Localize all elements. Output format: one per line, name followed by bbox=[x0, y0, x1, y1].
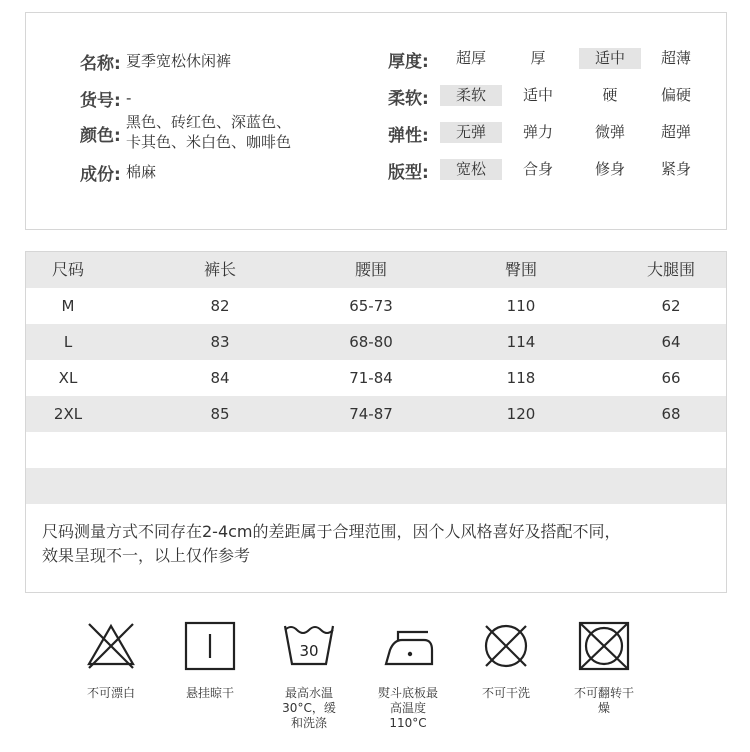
code-label: 货号: bbox=[80, 91, 121, 111]
care-text: 燥 bbox=[597, 701, 610, 715]
fit-option-selected: 宽松 bbox=[440, 159, 502, 180]
care-text: 不可翻转干 bbox=[573, 686, 634, 700]
softness-option: 硬 bbox=[602, 86, 618, 104]
care-no-tumble-dry bbox=[559, 620, 649, 716]
cell-pants-length: 84 bbox=[210, 369, 230, 387]
wash-temp-label: 30 bbox=[299, 642, 319, 660]
elasticity-option: 弹力 bbox=[522, 123, 553, 141]
color-label: 颜色: bbox=[80, 126, 121, 146]
elasticity-option-selected: 无弹 bbox=[440, 122, 502, 143]
size-table-panel bbox=[25, 251, 727, 593]
cell-pants-length: 82 bbox=[210, 297, 230, 315]
color-value-line1: 黑色、砖红色、深蓝色、 bbox=[126, 113, 292, 131]
softness-option: 偏硬 bbox=[660, 86, 691, 104]
care-hang-dry bbox=[165, 620, 255, 701]
thickness-option: 厚 bbox=[530, 49, 546, 67]
care-text: 最高水温 bbox=[284, 686, 333, 700]
iron-low-icon bbox=[380, 620, 436, 672]
cell-thigh: 64 bbox=[661, 333, 681, 351]
table-row bbox=[26, 360, 727, 396]
care-iron bbox=[363, 620, 453, 731]
cell-size: M bbox=[61, 297, 75, 315]
size-note-line2: 效果呈现不一，以上仅作参考 bbox=[42, 546, 251, 565]
no-dry-clean-icon bbox=[478, 620, 534, 672]
size-note-line1: 尺码测量方式不同存在2-4cm的差距属于合理范围，因个人风格喜好及搭配不同， bbox=[42, 522, 621, 541]
wash-30-icon bbox=[281, 620, 337, 672]
fit-option: 修身 bbox=[594, 160, 625, 178]
care-text-lines bbox=[559, 686, 649, 716]
cell-size: XL bbox=[58, 369, 78, 387]
care-text-lines bbox=[264, 686, 354, 731]
cell-hip: 118 bbox=[506, 369, 536, 387]
elasticity-option: 超弹 bbox=[660, 123, 691, 141]
header-waist: 腰围 bbox=[354, 260, 387, 279]
table-row bbox=[26, 288, 727, 324]
fit-option: 紧身 bbox=[660, 160, 691, 178]
softness-label: 柔软: bbox=[388, 89, 429, 109]
fit-label: 版型: bbox=[388, 163, 429, 183]
no-bleach-icon bbox=[83, 620, 139, 672]
elasticity-option: 微弹 bbox=[594, 123, 625, 141]
softness-option-selected: 柔软 bbox=[440, 85, 502, 106]
care-text: 30°C，缓 bbox=[282, 701, 336, 715]
table-row bbox=[26, 396, 727, 432]
cell-hip: 114 bbox=[506, 333, 536, 351]
product-info-panel bbox=[25, 12, 727, 230]
thickness-option: 超厚 bbox=[455, 49, 486, 67]
care-text: 高温度 bbox=[389, 701, 426, 715]
care-text: 和洗涤 bbox=[290, 716, 327, 730]
cell-size: 2XL bbox=[53, 405, 83, 423]
care-text-lines bbox=[66, 686, 156, 701]
softness-option: 适中 bbox=[522, 86, 553, 104]
care-text: 悬挂晾干 bbox=[185, 686, 234, 700]
size-note bbox=[42, 520, 712, 568]
cell-thigh: 66 bbox=[661, 369, 681, 387]
care-no-bleach bbox=[66, 620, 156, 701]
cell-waist: 71-84 bbox=[349, 369, 393, 387]
cell-thigh: 62 bbox=[661, 297, 681, 315]
cell-hip: 110 bbox=[506, 297, 536, 315]
cell-thigh: 68 bbox=[661, 405, 681, 423]
header-thigh: 大腿围 bbox=[646, 260, 695, 279]
cell-waist: 74-87 bbox=[349, 405, 393, 423]
table-header-row bbox=[26, 252, 727, 288]
table-row bbox=[26, 324, 727, 360]
care-wash-30 bbox=[264, 620, 354, 731]
header-hip: 臀围 bbox=[504, 260, 537, 279]
care-text: 熨斗底板最 bbox=[377, 686, 438, 700]
header-size: 尺码 bbox=[51, 260, 84, 279]
cell-size: L bbox=[63, 333, 73, 351]
care-text: 不可干洗 bbox=[481, 686, 530, 700]
care-text: 不可漂白 bbox=[86, 686, 135, 700]
code-value: - bbox=[126, 89, 132, 107]
cell-pants-length: 83 bbox=[210, 333, 230, 351]
elasticity-label: 弹性: bbox=[388, 126, 429, 146]
header-pants-length: 裤长 bbox=[203, 260, 236, 279]
fit-option: 合身 bbox=[522, 160, 553, 178]
name-value: 夏季宽松休闲裤 bbox=[126, 52, 232, 70]
care-text-lines bbox=[165, 686, 255, 701]
cell-pants-length: 85 bbox=[210, 405, 230, 423]
care-text: 110°C bbox=[389, 716, 427, 730]
material-label: 成份: bbox=[80, 165, 121, 185]
thickness-label: 厚度: bbox=[388, 52, 429, 72]
no-tumble-dry-icon bbox=[576, 620, 632, 672]
care-text-lines bbox=[461, 686, 551, 701]
table-row-empty bbox=[26, 468, 727, 504]
cell-waist: 68-80 bbox=[349, 333, 393, 351]
name-label: 名称: bbox=[80, 54, 121, 74]
care-no-dry-clean bbox=[461, 620, 551, 701]
color-value-line2: 卡其色、米白色、咖啡色 bbox=[126, 133, 292, 151]
material-value: 棉麻 bbox=[126, 163, 157, 181]
cell-hip: 120 bbox=[506, 405, 536, 423]
cell-waist: 65-73 bbox=[349, 297, 393, 315]
care-text-lines bbox=[363, 686, 453, 731]
thickness-option: 超薄 bbox=[660, 49, 691, 67]
thickness-option-selected: 适中 bbox=[579, 48, 641, 69]
table-row-empty bbox=[26, 432, 727, 468]
hang-dry-icon bbox=[182, 620, 238, 672]
